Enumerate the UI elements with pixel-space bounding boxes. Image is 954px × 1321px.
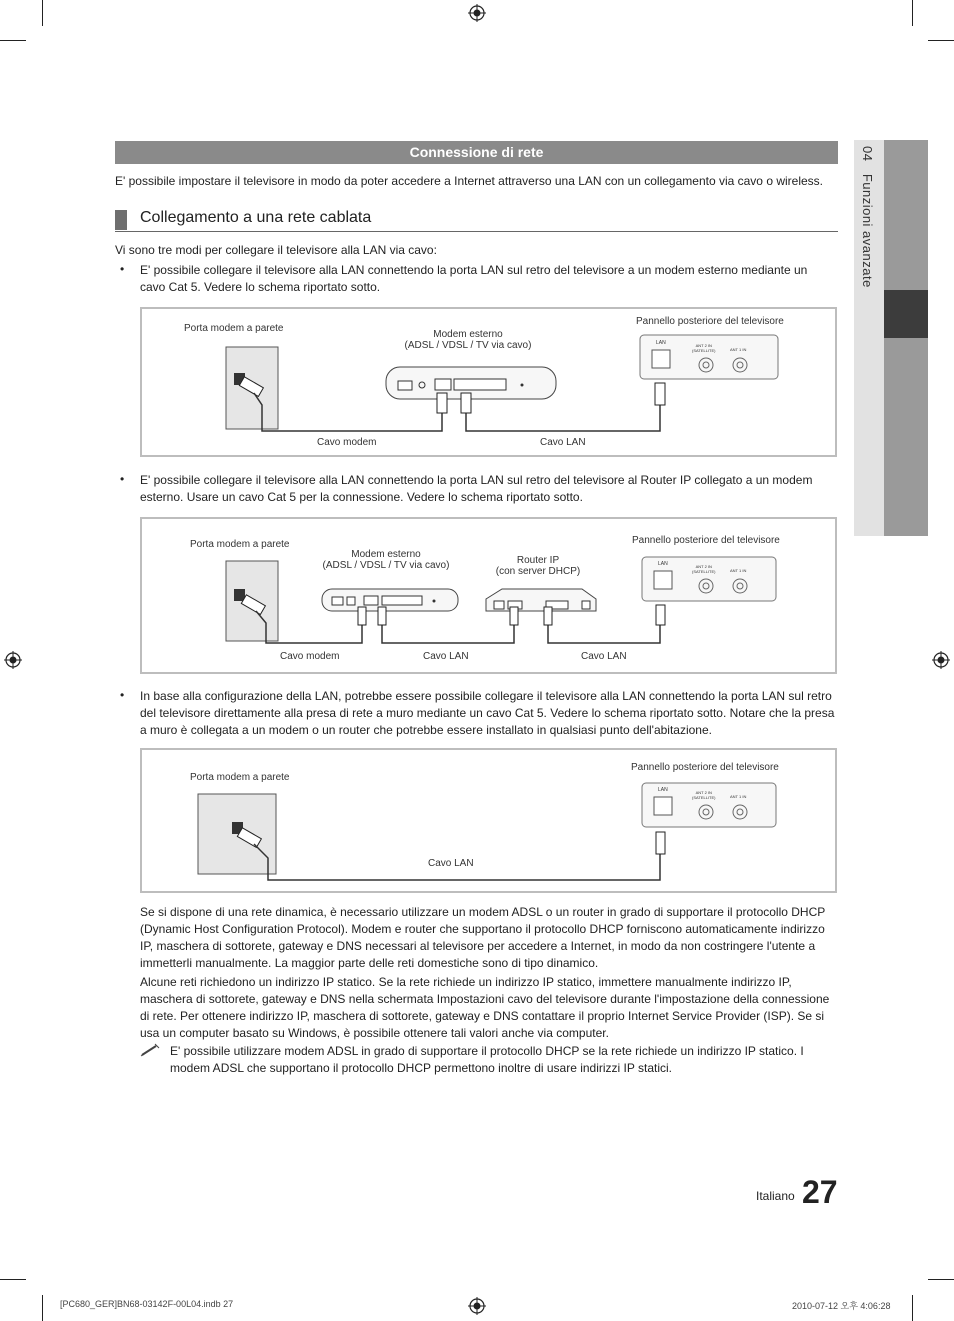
bullet-text: E' possibile collegare il televisore alla LAN connettendo la porta LAN sul retro del televisore al Router IP collegato a un modem esterno. Usare un cavo Cat 5 per la connessione. Vedere lo schema riportato sotto. [140,473,813,504]
chapter-title: Funzioni avanzate [860,173,875,288]
modem-label: Modem esterno (ADSL / VDSL / TV via cavo) [404,329,532,351]
lan-port-label: LAN [656,340,666,346]
chapter-tab-label [860,146,875,288]
subheading-rule [115,231,838,232]
tv-panel-label: Pannello posteriore del televisore [631,762,779,773]
bullet-dot: • [120,472,125,486]
registration-mark-icon [468,4,486,22]
cable-modem-label: Cavo modem [317,437,377,448]
bullet-dot: • [120,262,125,276]
registration-mark-icon [468,1297,486,1315]
note-pencil-icon [140,1043,160,1057]
bullet-text: In base alla configurazione della LAN, potrebbe essere possibile collegare il televisore alla LAN connettendo la porta LAN sul retro del televisore direttamente alla presa di rete a muro mediante un cavo Cat 5. Vedere lo schema riportato sotto. Notare che la presa a muro è collegata a un modem o un router che potrebbe essere installato in qualsiasi punto dell'abitazione. [140,689,835,737]
print-footer-left: [PC680_GER]BN68-03142F-00L04.indb 27 [60,1299,234,1309]
chapter-tab-strip [884,140,928,536]
registration-mark-icon [4,651,22,669]
lead-text: Vi sono tre modi per collegare il televisore alla LAN via cavo: [115,243,437,257]
cable-modem-label: Cavo modem [280,651,340,662]
crop-mark [42,0,43,26]
ant1-port-label: ANT 1 IN [730,568,747,573]
tv-panel-label: Pannello posteriore del televisore [636,316,784,327]
wall-port-label: Porta modem a parete [184,323,284,334]
diagram-modem [140,307,837,457]
lan-port-label: LAN [658,561,668,567]
crop-mark [928,1279,954,1280]
crop-mark [912,1295,913,1321]
cable-lan-label: Cavo LAN [581,651,627,662]
subheading: Collegamento a una rete cablata [140,209,372,226]
subheading-marker [115,210,127,230]
page-number: 27 [802,1174,838,1210]
cable-lan-label: Cavo LAN [423,651,469,662]
wall-port-label: Porta modem a parete [190,539,290,550]
cable-lan-label: Cavo LAN [428,858,474,869]
print-footer-right: 2010-07-12 오후 4:06:28 [792,1301,891,1311]
intro-text: E' possibile impostare il televisore in modo da poter accedere a Internet attraverso una LAN con un collegamento via cavo o wireless. [115,174,823,188]
static-ip-paragraph: Alcune reti richiedono un indirizzo IP statico. Se la rete richiede un indirizzo IP statico, immettere manualmente indirizzo IP, maschera di sottorete, gateway e DNS nella schermata Impostazioni cavo del televisore durante l'impostazione della connessione di rete. Per ottenere indirizzo IP, maschera di sottorete, gateway e DNS contattare il proprio Internet Service Provider (ISP). Se si usa un computer basato su Windows, è possibile ottenere tali valori anche via computer. [140,975,830,1040]
crop-mark [912,0,913,26]
modem-label: Modem esterno (ADSL / VDSL / TV via cavo) [322,549,450,571]
ant2-port-label: ANT 2 IN (SATELLITE) [692,564,716,574]
footer-language: Italiano [756,1189,795,1203]
ant2-port-label: ANT 2 IN (SATELLITE) [692,790,716,800]
chapter-tab-active [884,290,928,338]
crop-mark [0,40,26,41]
ant1-port-label: ANT 1 IN [730,347,747,352]
router-label: Router IP (con server DHCP) [495,555,581,577]
dhcp-paragraph: Se si dispone di una rete dinamica, è necessario utilizzare un modem ADSL o un router in grado di supportare il protocollo DHCP (Dynamic Host Configuration Protocol). Modem e router che supportano il protocollo DHCP forniscono automaticamente indirizzo IP, maschera di sottorete, gateway e DNS necessari al televisore per accedere a Internet, in modo da non costringere l'utente a immetterli manualmente. La maggior parte delle reti domestiche sono di tipo dinamico. [140,905,826,970]
diagram-router [140,517,837,674]
note-text: E' possibile utilizzare modem ADSL in grado di supportare il protocollo DHCP se la rete richiede un indirizzo IP statico. I modem ADSL che supportano il protocollo DHCP permettono inoltre di usare indirizzi IP statici. [170,1044,804,1075]
ant1-port-label: ANT 1 IN [730,794,747,799]
bullet-text: E' possibile collegare il televisore alla LAN connettendo la porta LAN sul retro del televisore a un modem esterno mediante un cavo Cat 5. Vedere lo schema riportato sotto. [140,263,808,294]
crop-mark [928,40,954,41]
lan-port-label: LAN [658,787,668,793]
bullet-dot: • [120,688,125,702]
section-title: Connessione di rete [115,141,838,164]
crop-mark [0,1279,26,1280]
registration-mark-icon [932,651,950,669]
ant2-port-label: ANT 2 IN (SATELLITE) [692,343,716,353]
crop-mark [42,1295,43,1321]
chapter-number: 04 [860,146,875,162]
tv-panel-label: Pannello posteriore del televisore [632,535,780,546]
diagram-wall [140,748,837,893]
wall-port-label: Porta modem a parete [190,772,290,783]
cable-lan-label: Cavo LAN [540,437,586,448]
